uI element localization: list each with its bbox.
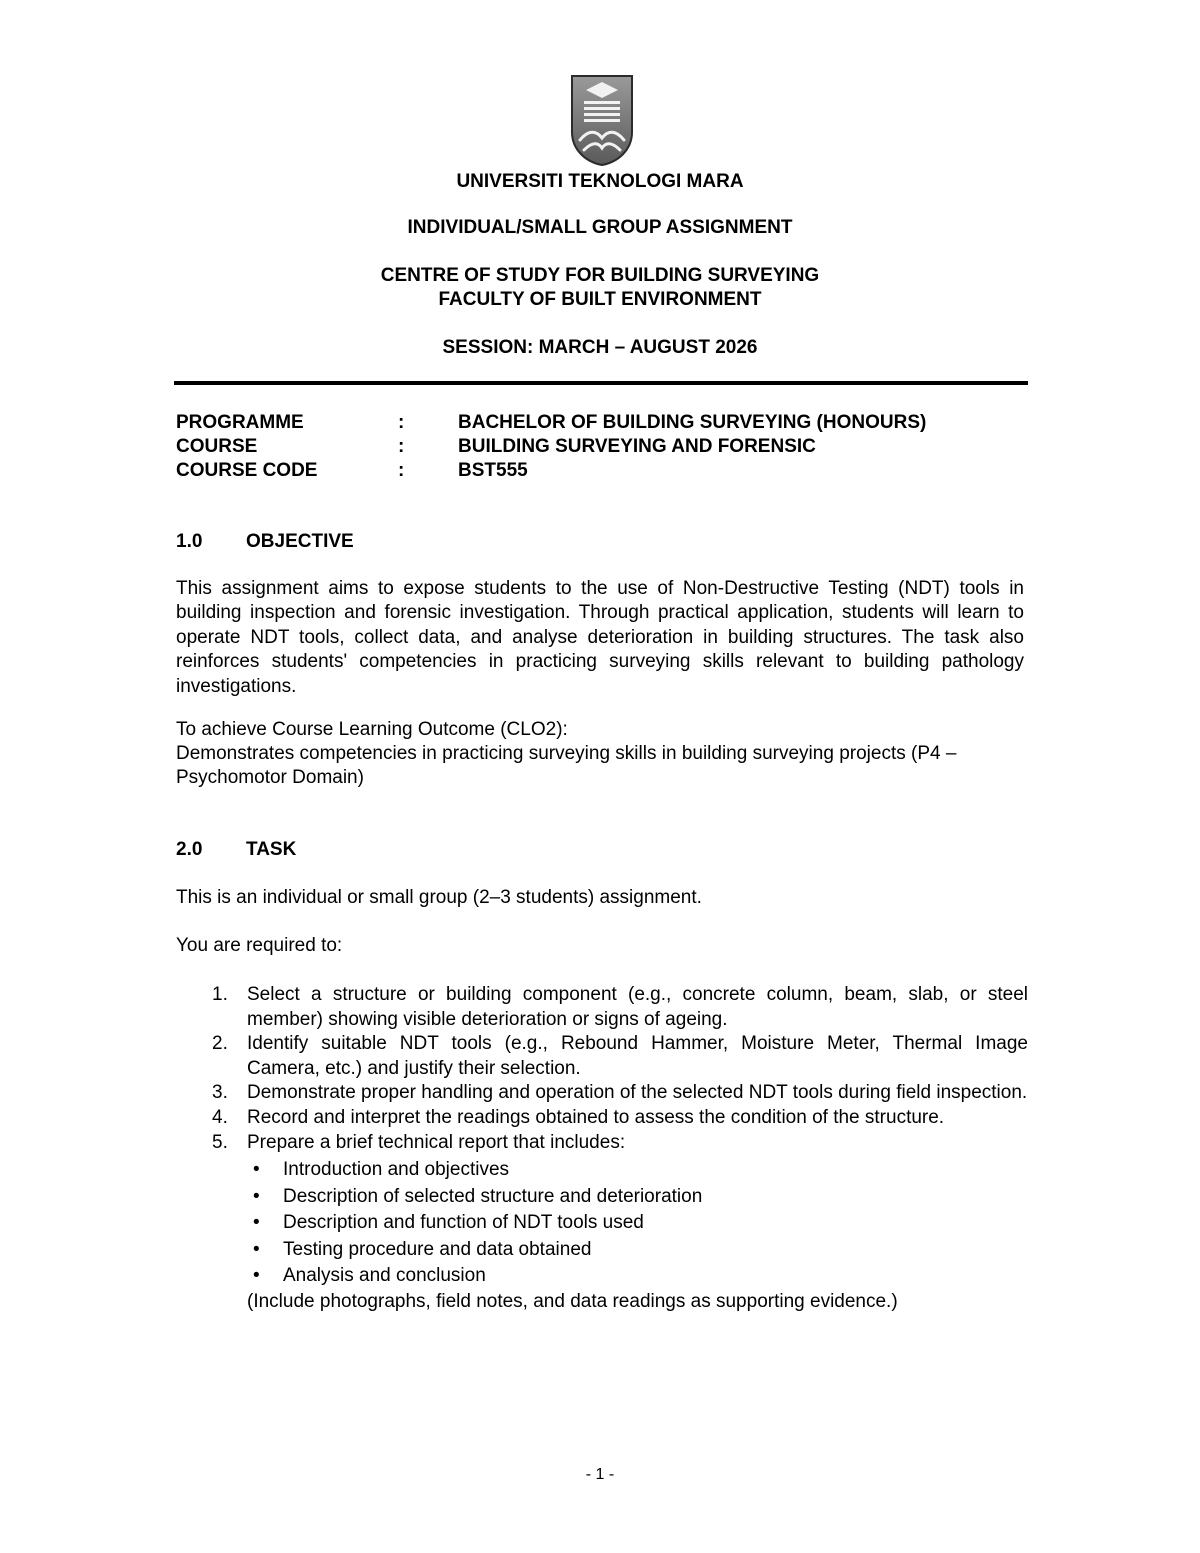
report-note: (Include photographs, field notes, and data readings as supporting evidence.) (247, 1290, 898, 1312)
bullet-item (247, 1184, 1028, 1211)
bullet-item (247, 1237, 1028, 1264)
clo-text: Demonstrates competencies in practicing surveying skills in building surveying projects (P4 – Psychomotor Domain) (176, 743, 957, 789)
list-item-text: Prepare a brief technical report that includes: (247, 1131, 626, 1153)
bullet-item (247, 1157, 1028, 1184)
bullet-icon: • (253, 1212, 260, 1234)
header-divider (174, 381, 1028, 385)
list-item (176, 1032, 1028, 1081)
info-colon: : (398, 436, 405, 457)
list-item-text: Identify suitable NDT tools (e.g., Rebound Hammer, Moisture Meter, Thermal Image Camera, etc.) and justify their selection. (247, 1033, 1028, 1079)
session: SESSION: MARCH – AUGUST 2026 (442, 337, 758, 358)
assignment-type: INDIVIDUAL/SMALL GROUP ASSIGNMENT (407, 217, 793, 238)
bullet-text: Testing procedure and data obtained (283, 1238, 592, 1260)
faculty-name: FACULTY OF BUILT ENVIRONMENT (438, 289, 762, 310)
clo-intro: To achieve Course Learning Outcome (CLO2): (176, 719, 568, 740)
info-value: BUILDING SURVEYING AND FORENSIC (458, 436, 816, 457)
page-number: - 1 - (585, 1466, 615, 1483)
list-item (176, 1081, 1028, 1106)
list-item (176, 1106, 1028, 1131)
task-list (176, 983, 1028, 1314)
info-label: COURSE CODE (176, 460, 318, 481)
report-contents-list (247, 1157, 1028, 1290)
bullet-text: Description of selected structure and deterioration (283, 1185, 703, 1207)
bullet-text: Analysis and conclusion (283, 1265, 486, 1287)
list-marker: 5. (212, 1131, 228, 1153)
section-number: 1.0 (176, 531, 203, 552)
bullet-icon: • (253, 1185, 260, 1207)
info-value: BACHELOR OF BUILDING SURVEYING (HONOURS) (458, 412, 927, 433)
list-item (176, 983, 1028, 1032)
university-name: UNIVERSITI TEKNOLOGI MARA (456, 171, 744, 192)
list-marker: 4. (212, 1106, 228, 1128)
section-number: 2.0 (176, 839, 203, 860)
bullet-icon: • (253, 1238, 260, 1260)
bullet-text: Description and function of NDT tools used (283, 1212, 644, 1234)
task-intro: This is an individual or small group (2–3 students) assignment. (176, 887, 702, 908)
list-marker: 3. (212, 1082, 228, 1104)
list-item-text: Record and interpret the readings obtained to assess the condition of the structure. (247, 1106, 945, 1128)
bullet-text: Introduction and objectives (283, 1159, 510, 1181)
info-colon: : (398, 412, 405, 433)
info-colon: : (398, 460, 405, 481)
bullet-item (247, 1210, 1028, 1237)
info-label: COURSE (176, 436, 258, 457)
section-title: OBJECTIVE (246, 531, 354, 552)
list-item-text: Demonstrate proper handling and operation of the selected NDT tools during field inspection. (247, 1082, 1028, 1104)
list-marker: 1. (212, 984, 228, 1005)
list-marker: 2. (212, 1033, 228, 1055)
objective-paragraph: This assignment aims to expose students to the use of Non-Destructive Testing (NDT) tools in building inspection and forensic investigation. Through practical application, students will learn to operate NDT tools, collect data, and analyse deterioration in building structures. The task also reinforces students' competencies in practicing surveying skills relevant to building pathology investigations. (176, 578, 1024, 697)
bullet-item (247, 1263, 1028, 1290)
info-value: BST555 (458, 460, 528, 481)
section-title: TASK (246, 839, 297, 860)
bullet-icon: • (253, 1159, 260, 1181)
info-label: PROGRAMME (176, 412, 304, 433)
university-logo (570, 74, 634, 166)
list-item-text: Select a structure or building component (e.g., concrete column, beam, slab, or steel member) showing visible deterioration or signs of ageing. (247, 984, 1028, 1030)
task-required: You are required to: (176, 935, 343, 956)
bullet-icon: • (253, 1265, 260, 1287)
centre-name: CENTRE OF STUDY FOR BUILDING SURVEYING (380, 265, 820, 286)
list-item (176, 1131, 1028, 1314)
